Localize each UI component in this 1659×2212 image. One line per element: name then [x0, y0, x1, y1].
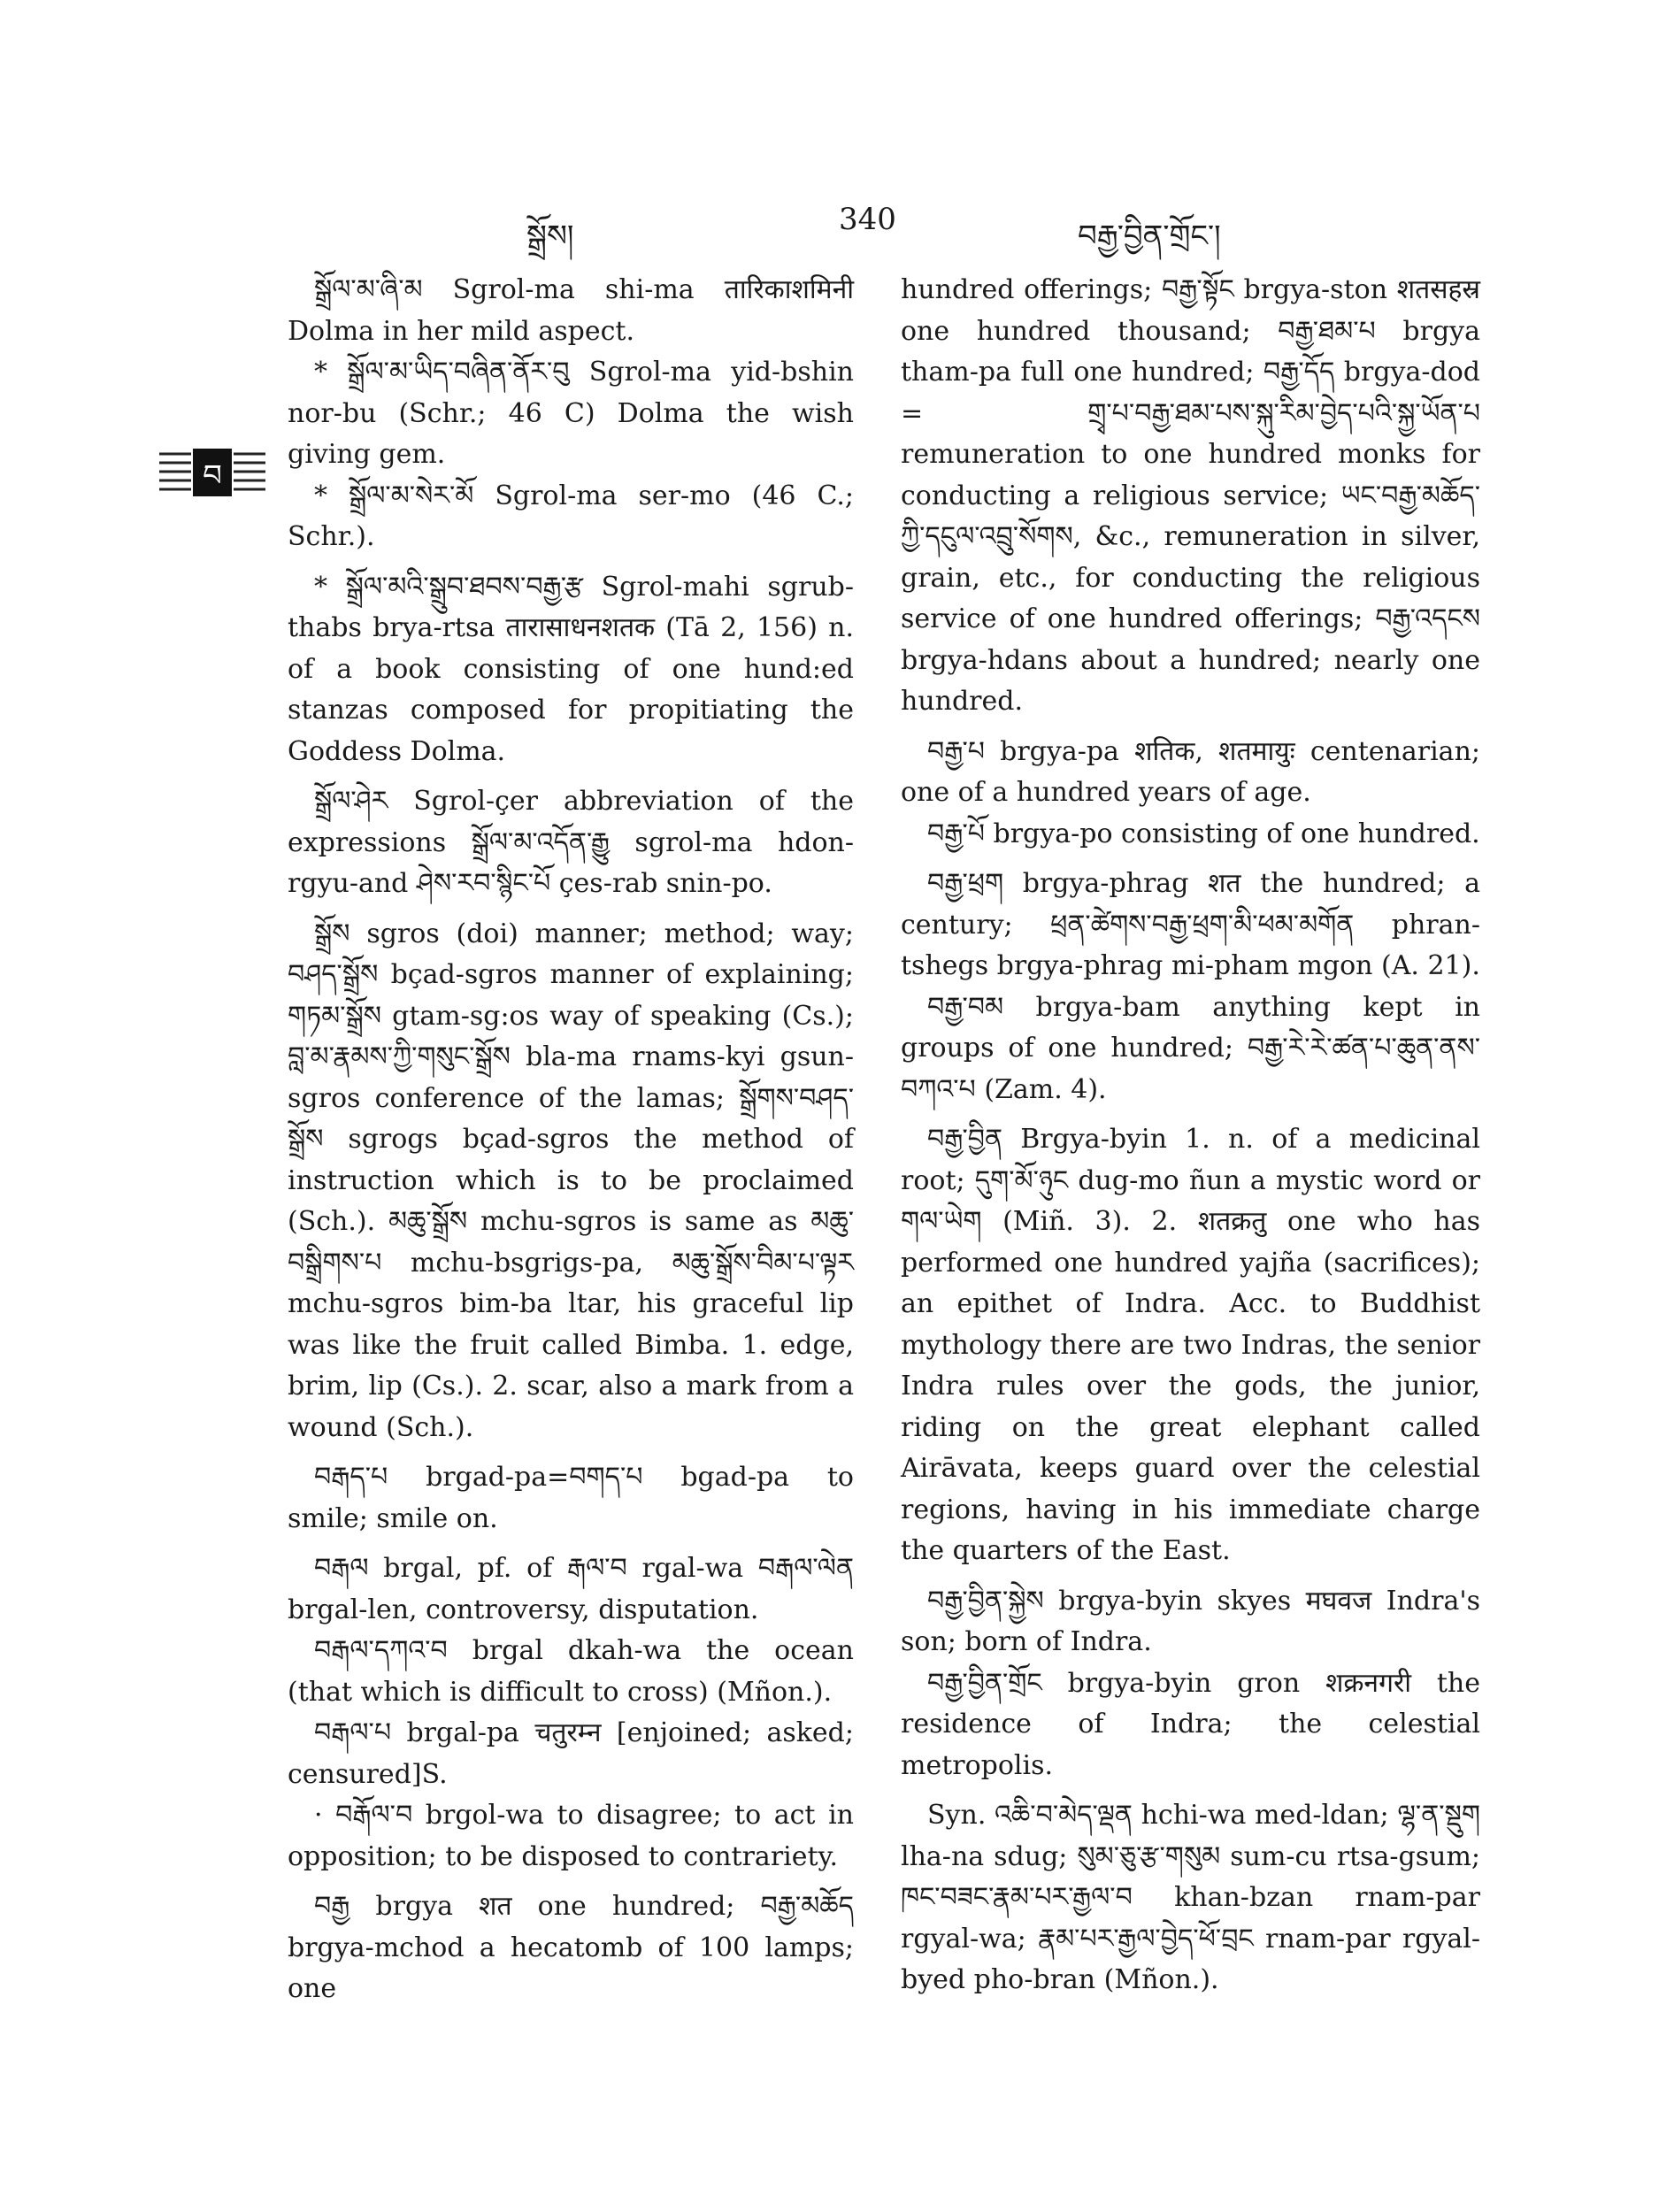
thumb-index-label: བ — [203, 458, 222, 494]
entry-brgya-po: བརྒྱ་པོ brgya-po consisting of one hundred. — [927, 818, 1480, 849]
entry-synonyms: Syn. འཆི་བ་མེད་ལྡན hchi-wa med-ldan; ལྷ་ན་སྡུག lha-na sdug; སུམ་ཅུ་རྩ་གསུམ sum-cu rtsa-gsum; ཁང་བཟང་རྣམ་པར་རྒྱལ་བ khan-bzan rnam-par rgyal-wa; རྣམ་པར་རྒྱལ་བྱེད་ཕོ་བྲང rnam-par rgyal-byed pho-bran (Mñon.). — [901, 1800, 1480, 1995]
entry-brgal-dkah-wa: བརྒལ་དཀའ་བ brgal dkah-wa the ocean (that which is difficult to cross) (Mñon.). — [288, 1635, 854, 1708]
entry-brgol-wa: · བརྒོལ་བ brgol-wa to disagree; to act in opposition; to be disposed to contrariety. — [288, 1800, 854, 1872]
page-header — [0, 202, 1659, 255]
entry-sgrol-ma-ser-mo: * སྒྲོལ་མ་སེར་མོ Sgrol-ma ser-mo (46 C.; Schr.). — [288, 480, 854, 552]
entry-brgya-bam: བརྒྱ་བམ brgya-bam anything kept in groups of one hundred; བརྒྱ་རེ་རེ་ཚན་པ་ཆུན་ནས་བཀའ་པ (Zam. 4). — [901, 991, 1480, 1105]
entry-sgrol-ma-yid-bshin: * སྒྲོལ་མ་ཡིད་བཞིན་ནོར་བུ Sgrol-ma yid-bshin nor-bu (Schr.; 46 C) Dolma the wish giving gem. — [288, 357, 854, 470]
right-column — [901, 270, 1480, 2001]
entry-brgya-byin-gron: བརྒྱ་བྱིན་གྲོང brgya-byin gron शक्रनगरी the residence of Indra; the celestial metropolis. — [901, 1667, 1480, 1781]
entry-sgrol-mahi-sgrub-thabs: * སྒྲོལ་མའི་སྒྲུབ་ཐབས་བརྒྱ་རྩ Sgrol-mahi sgrub-thabs brya-rtsa तारासाधनशतक (Tā 2, 156) n. of a book consisting of one hund:ed stanzas composed for propitiating the Goddess Dolma. — [288, 571, 854, 767]
entry-brgya-byin: བརྒྱ་བྱིན Brgya-byin 1. n. of a medicinal root; དུག་མོ་ཉུང dug-mo ñun a mystic word or གལ་ཡེག (Miñ. 3). 2. शतक्रतु one who has performed one hundred yajña (sacrifices); an epithet of Indra. Acc. to Buddhist mythology there are two Indras, the senior Indra rules over the gods, the junior, riding on the great elephant called Airāvata, keeps guard over the celestial regions, having in his immediate charge the quarters of the East. — [901, 1124, 1480, 1566]
entry-brgad-pa: བརྒད་པ brgad-pa=བགད་པ bgad-pa to smile; smile on. — [288, 1462, 854, 1534]
entry-brgya-continued: hundred offerings; བརྒྱ་སྟོང brgya-ston शतसहस्र one hundred thousand; བརྒྱ་ཐམ་པ brgya tham-pa full one hundred; བརྒྱ་དོད brgya-dod = གྲྭ་པ་བརྒྱ་ཐམ་པས་སྐུ་རིམ་བྱེད་པའི་སྐྱ་ཡོན་པ remuneration to one hundred monks for conducting a religious service; ཡང་བརྒྱ་མཆོད་ཀྱི་དངུལ་འབྲུ་སོགས, &c., remuneration in silver, grain, etc., for conducting the religious service of one hundred offerings; བརྒྱ་འདངས brgya-hdans about a hundred; nearly one hundred. — [901, 274, 1480, 717]
entry-brgya-pa: བརྒྱ་པ brgya-pa शतिक, शतमायुः centenarian; one of a hundred years of age. — [901, 735, 1480, 808]
running-head-left: སྒྲོས། — [526, 219, 574, 254]
entry-brgya-byin-skyes: བརྒྱ་བྱིན་སྐྱེས brgya-byin skyes मघवज Indra's son; born of Indra. — [901, 1585, 1480, 1657]
page-number: 340 — [839, 202, 896, 237]
entry-sgrol-ma-shi-ma: སྒྲོལ་མ་ཞི་མ Sgrol-ma shi-ma तारिकाशमिनी Dolma in her mild aspect. — [288, 274, 854, 347]
thumb-index-tab — [159, 447, 265, 500]
entry-brgya: བརྒྱ brgya शत one hundred; བརྒྱ་མཆོད brgya-mchod a hecatomb of 100 lamps; one — [288, 1891, 854, 2004]
entry-sgros: སྒྲོས sgros (doi) manner; method; way; བཤད་སྒྲོས bçad-sgros manner of explaining; གཏམ་སྒྲོས gtam-sg:os way of speaking (Cs.); བླ་མ་རྣམས་ཀྱི་གསུང་སྒྲོས bla-ma rnams-kyi gsun-sgros conference of the lamas; སྒྲོགས་བཤད་སྒྲོས sgrogs bçad-sgros the method of instruction which is to be proclaimed (Sch.). མཆུ་སྒྲོས mchu-sgros is same as མཆུ་བསྒྲིགས་པ mchu-bsgrigs-pa, མཆུ་སྒྲོས་བིམ་པ་ལྟར mchu-sgros bim-ba ltar, his graceful lip was like the fruit called Bimba. 1. edge, brim, lip (Cs.). 2. scar, also a mark from a wound (Sch.). — [288, 918, 854, 1443]
entry-brgal-pa: བརྒལ་པ brgal-pa चतुरम्न [enjoined; asked; censured]S. — [288, 1717, 854, 1790]
left-column — [288, 270, 854, 2010]
entry-brgya-phrag: བརྒྱ་ཕྲག brgya-phrag शत the hundred; a century; ཕྲན་ཚེགས་བརྒྱ་ཕྲག་མི་ཕམ་མགོན phran-tshegs brgya-phrag mi-pham mgon (A. 21). — [901, 868, 1480, 981]
running-head-right: བརྒྱ་བྱིན་གྲོང་། — [1078, 219, 1221, 254]
entry-sgrol-cer: སྒྲོལ་ཤེར Sgrol-çer abbreviation of the expressions སྒྲོལ་མ་འདོན་རྒྱུ sgrol-ma hdon-rgyu-and ཤེས་རབ་སྙིང་པོ çes-rab snin-po. — [288, 786, 854, 899]
entry-brgal: བརྒལ brgal, pf. of རྒལ་བ rgal-wa བརྒལ་ལེན brgal-len, controversy, disputation. — [288, 1553, 854, 1625]
